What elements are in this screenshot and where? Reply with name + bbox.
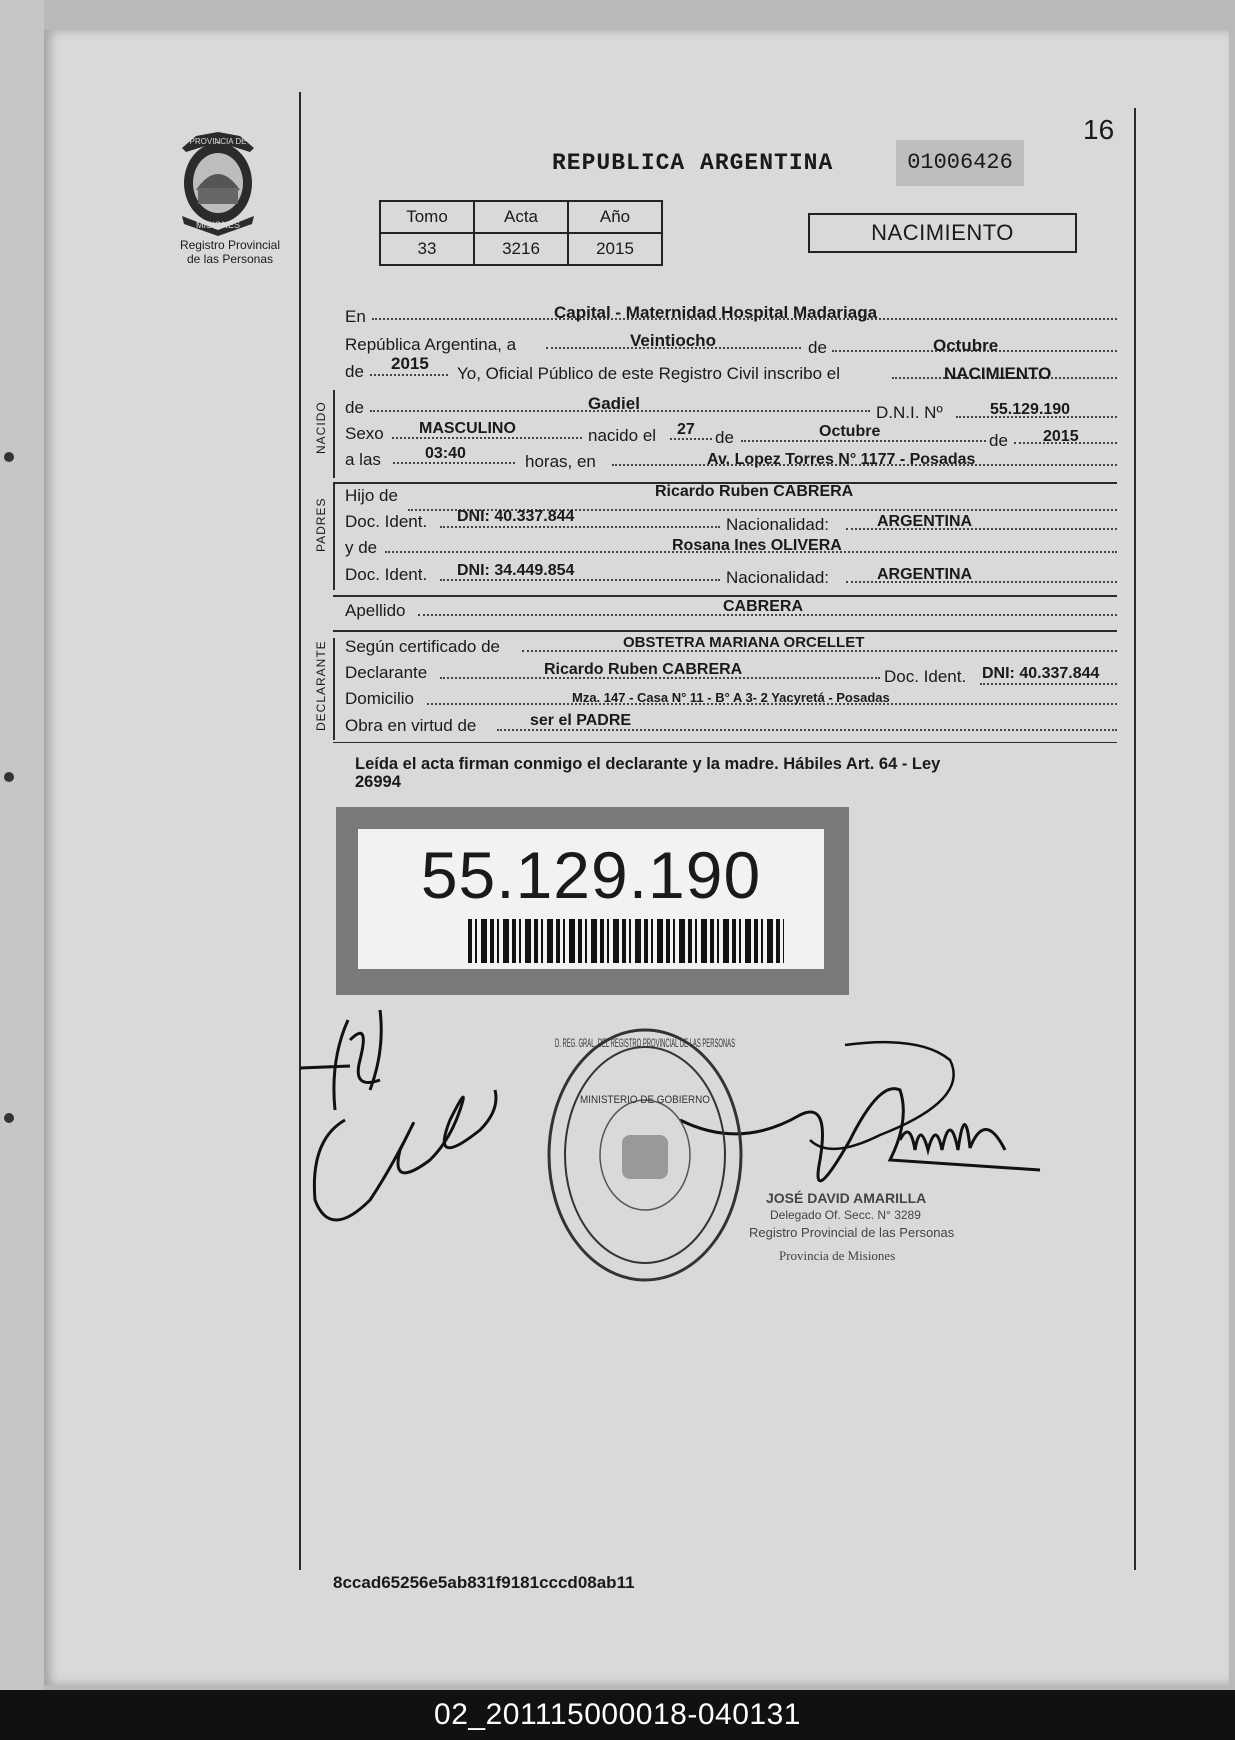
padres-divider xyxy=(333,595,1117,597)
mother-nationality-label: Nacionalidad: xyxy=(726,568,830,587)
apellido-value: CABRERA xyxy=(723,598,803,615)
official-province: Provincia de Misiones xyxy=(779,1248,896,1263)
registry-name xyxy=(150,238,310,266)
barcode-label xyxy=(336,807,849,995)
barcode-number: 55.129.190 xyxy=(420,838,762,912)
right-frame-line xyxy=(1134,108,1136,1570)
closing-line-1: Leída el acta firman conmigo el declarante y la madre. Hábiles Art. 64 - Ley xyxy=(355,755,941,773)
country-title: REPUBLICA ARGENTINA xyxy=(552,150,834,176)
mother-doc-value: DNI: 34.449.854 xyxy=(457,562,575,579)
padres-bracket xyxy=(333,482,335,590)
document-hash: 8ccad65256e5ab831f9181cccd08ab11 xyxy=(333,1573,635,1592)
a-las-label: a las xyxy=(345,450,381,469)
left-frame-line xyxy=(299,92,301,1570)
table-value-acta: 3216 xyxy=(474,233,568,265)
binder-hole xyxy=(4,772,14,782)
scan-file-id: 02_201115000018-040131 xyxy=(434,1698,801,1731)
day-value: Veintiocho xyxy=(630,331,716,350)
seal-ring-text: D. REG. GRAL. DEL REGISTRO PROVINCIAL DE LAS PERSONAS xyxy=(555,1036,735,1050)
oficial-text: Yo, Oficial Público de este Registro Civil inscribo el xyxy=(457,364,840,383)
year-value: 2015 xyxy=(391,354,429,373)
padres-section-label: PADRES xyxy=(314,497,328,552)
record-table-values xyxy=(380,233,662,265)
en-label: En xyxy=(345,307,366,326)
table-header-anio: Año xyxy=(568,201,662,233)
record-table-header xyxy=(380,201,662,233)
nacido-de-label: de xyxy=(345,398,364,417)
declarante-label: Declarante xyxy=(345,663,428,682)
father-nationality-value: ARGENTINA xyxy=(877,513,973,530)
domicilio-value: Mza. 147 - Casa N° 11 - B° A 3- 2 Yacyretá - Posadas xyxy=(572,690,890,705)
record-table xyxy=(379,200,663,266)
official-name: JOSÉ DAVID AMARILLA xyxy=(766,1190,927,1206)
birth-day-value: 27 xyxy=(677,421,695,438)
official-seal-icon xyxy=(540,1025,750,1285)
emblem-ring-top: PROVINCIA DE xyxy=(189,137,247,146)
month-value: Octubre xyxy=(933,336,999,355)
certificado-label: Según certificado de xyxy=(345,637,500,656)
birth-month-value: Octubre xyxy=(819,423,881,440)
closing-line-2: 26994 xyxy=(355,773,401,791)
republica-label: República Argentina, a xyxy=(345,335,517,354)
declarante-doc-label: Doc. Ident. xyxy=(884,667,967,686)
table-value-tomo: 33 xyxy=(380,233,474,265)
nacido-bracket xyxy=(333,390,335,478)
apellido-divider xyxy=(333,630,1117,632)
record-type-box: NACIMIENTO xyxy=(808,213,1077,253)
table-header-acta: Acta xyxy=(474,201,568,233)
serial-number: 01006426 xyxy=(896,140,1024,186)
table-header-tomo: Tomo xyxy=(380,201,474,233)
birth-year-value: 2015 xyxy=(1043,428,1079,445)
declarante-value: Ricardo Ruben CABRERA xyxy=(544,661,743,678)
child-dni-value: 55.129.190 xyxy=(990,401,1071,418)
father-doc-line xyxy=(440,526,720,528)
month-de-label: de xyxy=(808,338,827,357)
horas-en-label: horas, en xyxy=(525,452,596,471)
official-organization: Registro Provincial de las Personas xyxy=(749,1225,955,1240)
binder-margin xyxy=(0,0,44,1690)
table-value-anio: 2015 xyxy=(568,233,662,265)
father-doc-value: DNI: 40.337.844 xyxy=(457,508,575,525)
declarante-section-label: DECLARANTE xyxy=(314,640,328,731)
birth-year-de-label: de xyxy=(989,431,1008,450)
birth-month-de-label: de xyxy=(715,428,734,447)
declarante-doc-line xyxy=(980,683,1117,685)
misiones-emblem-icon xyxy=(168,128,268,238)
obra-value: ser el PADRE xyxy=(530,712,632,729)
en-value: Capital - Maternidad Hospital Madariaga xyxy=(554,303,878,322)
inscribo-value: NACIMIENTO xyxy=(944,364,1052,383)
declarant-signature-icon xyxy=(290,1000,520,1240)
barcode-bars xyxy=(468,919,784,963)
declarante-bracket xyxy=(333,638,335,740)
father-name-value: Ricardo Ruben CABRERA xyxy=(655,483,854,500)
certificado-value: OBSTETRA MARIANA ORCELLET xyxy=(623,634,865,651)
mother-nationality-value: ARGENTINA xyxy=(877,566,973,583)
barcode-inner xyxy=(358,829,824,969)
nacido-section-label: NACIDO xyxy=(314,401,328,454)
hijo-de-label: Hijo de xyxy=(345,486,398,505)
page-number: 16 xyxy=(1083,114,1115,145)
y-de-label: y de xyxy=(345,538,378,557)
nacido-el-label: nacido el xyxy=(588,426,657,445)
year-line xyxy=(370,374,448,376)
birth-place-value: Av. Lopez Torres N° 1177 - Posadas xyxy=(707,451,976,468)
seal-inner-text: MINISTERIO DE GOBIERNO xyxy=(580,1094,711,1106)
dni-label: D.N.I. Nº xyxy=(876,403,943,422)
domicilio-label: Domicilio xyxy=(345,689,414,708)
obra-label: Obra en virtud de xyxy=(345,716,477,735)
binder-hole xyxy=(4,452,14,462)
registry-name-line1: Registro Provincial xyxy=(179,238,281,252)
binder-hole xyxy=(4,1113,14,1123)
apellido-label: Apellido xyxy=(345,601,406,620)
registry-name-line2: de las Personas xyxy=(186,252,274,266)
child-name-value: Gadiel xyxy=(588,394,640,413)
father-doc-label: Doc. Ident. xyxy=(345,512,428,531)
mother-name-value: Rosana Ines OLIVERA xyxy=(672,537,842,554)
sexo-value: MASCULINO xyxy=(419,420,516,437)
declarante-divider xyxy=(333,742,1117,743)
year-de-label: de xyxy=(345,362,364,381)
mother-doc-label: Doc. Ident. xyxy=(345,565,428,584)
sexo-label: Sexo xyxy=(345,424,384,443)
emblem-ring-bottom: MISIONES xyxy=(195,220,241,230)
official-role: Delegado Of. Secc. N° 3289 xyxy=(770,1208,921,1222)
time-value: 03:40 xyxy=(425,445,466,462)
father-nationality-label: Nacionalidad: xyxy=(726,515,830,534)
scan-footer xyxy=(0,1690,1235,1740)
declarante-doc-value: DNI: 40.337.844 xyxy=(982,665,1100,682)
